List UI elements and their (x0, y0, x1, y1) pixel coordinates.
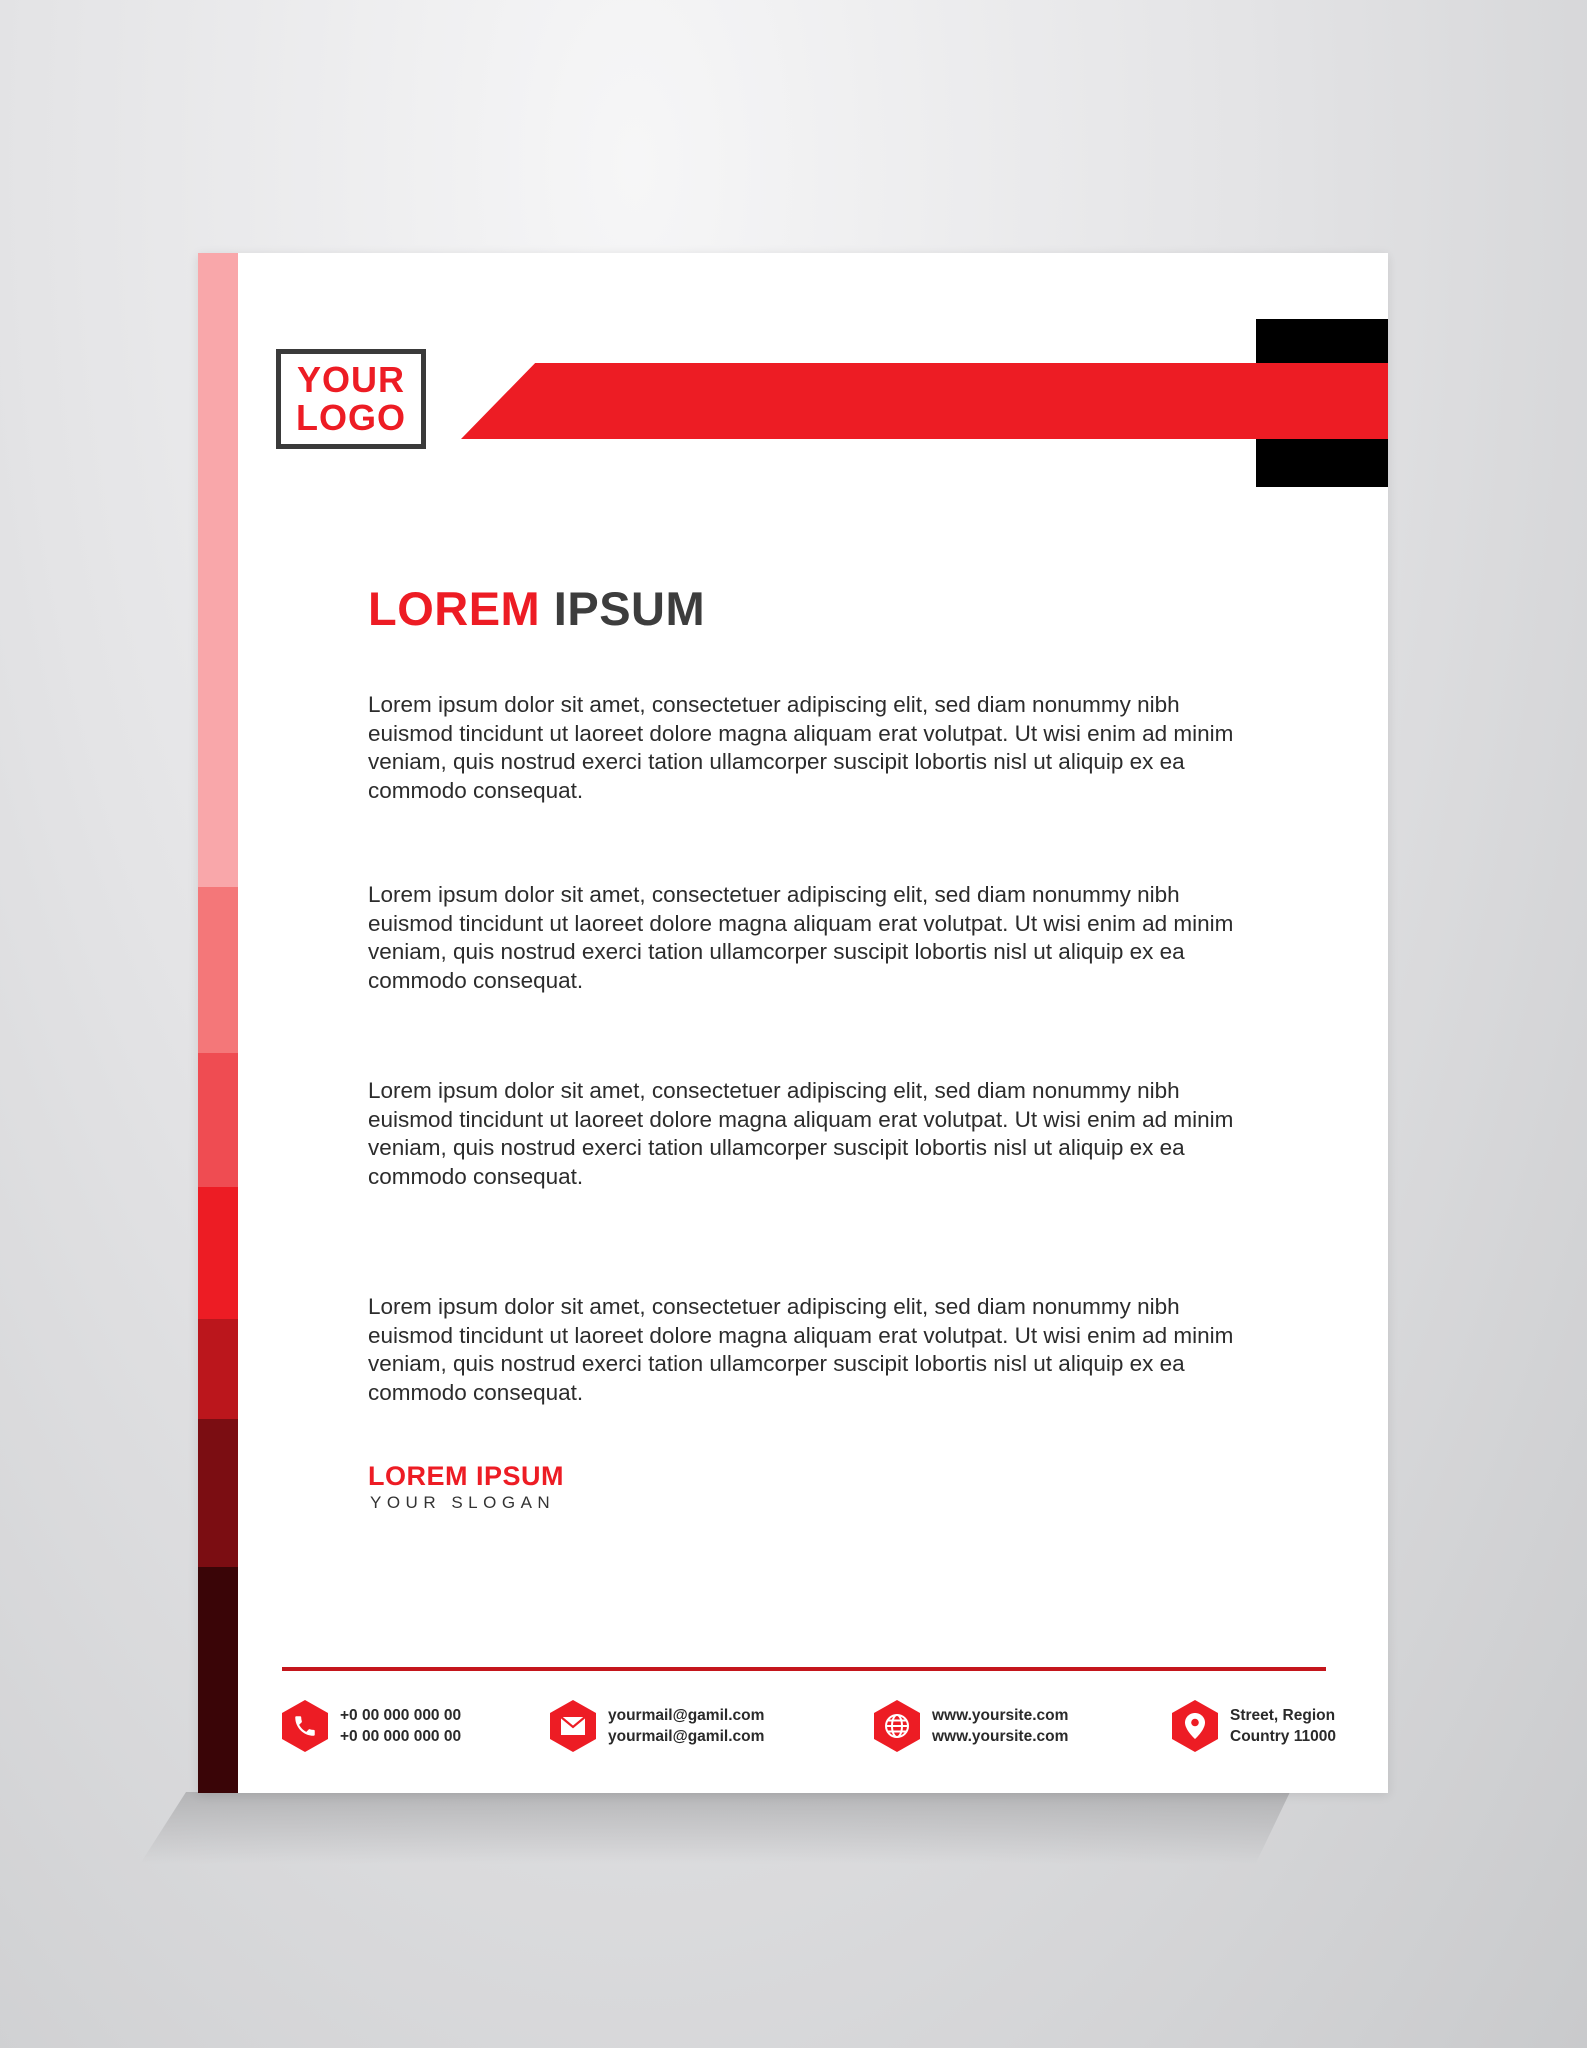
phone-line-1: +0 00 000 000 00 (340, 1707, 462, 1724)
signature-slogan: YOUR SLOGAN (370, 1493, 556, 1512)
footer-divider (282, 1667, 1326, 1671)
stripe-segment-1 (198, 253, 238, 887)
address-line-1: Street, Region (1230, 1707, 1336, 1724)
logo-line-1: YOUR (296, 359, 405, 400)
website-line-2: www.yoursite.com (932, 1728, 1069, 1745)
stripe-segment-3 (198, 1053, 238, 1187)
body-paragraph-3: Lorem ipsum dolor sit amet, consectetuer adipiscing elit, sed diam nonummy nibh euismod tincidunt ut laoreet dolore magna aliquam erat volutpat. Ut wisi enim ad minim veniam, quis nostrud exerci tation ullamcorper suscipit lobortis nisl ut aliquip ex ea commodo consequat. (368, 1078, 1234, 1189)
footer-phone (282, 1700, 461, 1752)
phone-icon (282, 1700, 328, 1752)
stripe-segment-6 (198, 1419, 238, 1567)
globe-icon (874, 1700, 920, 1752)
footer-email (550, 1700, 764, 1752)
page-shadow (140, 1792, 1290, 1864)
envelope-icon (550, 1700, 596, 1752)
stripe-segment-5 (198, 1319, 238, 1419)
stripe-segment-7 (198, 1567, 238, 1793)
logo-line-2: LOGO (296, 397, 406, 438)
title-part-dark: IPSUM (553, 582, 706, 635)
footer-address (1172, 1700, 1336, 1752)
stripe-segment-4 (198, 1187, 238, 1319)
header-red-banner (461, 363, 1388, 439)
phone-line-2: +0 00 000 000 00 (340, 1728, 462, 1745)
footer-website (874, 1700, 1068, 1752)
page-title (368, 581, 705, 636)
body-paragraph-2: Lorem ipsum dolor sit amet, consectetuer adipiscing elit, sed diam nonummy nibh euismod tincidunt ut laoreet dolore magna aliquam erat volutpat. Ut wisi enim ad minim veniam, quis nostrud exerci tation ullamcorper suscipit lobortis nisl ut aliquip ex ea commodo consequat. (368, 882, 1234, 993)
body-paragraph-4: Lorem ipsum dolor sit amet, consectetuer adipiscing elit, sed diam nonummy nibh euismod tincidunt ut laoreet dolore magna aliquam erat volutpat. Ut wisi enim ad minim veniam, quis nostrud exerci tation ullamcorper suscipit lobortis nisl ut aliquip ex ea commodo consequat. (368, 1294, 1234, 1405)
letterhead-page (198, 253, 1388, 1793)
stripe-segment-2 (198, 887, 238, 1053)
location-pin-icon (1172, 1700, 1218, 1752)
title-part-red: LOREM (368, 582, 541, 635)
address-line-2: Country 11000 (1230, 1728, 1336, 1745)
email-line-2: yourmail@gamil.com (608, 1728, 765, 1745)
logo-placeholder (276, 349, 426, 449)
body-paragraph-1: Lorem ipsum dolor sit amet, consectetuer adipiscing elit, sed diam nonummy nibh euismod tincidunt ut laoreet dolore magna aliquam erat volutpat. Ut wisi enim ad minim veniam, quis nostrud exerci tation ullamcorper suscipit lobortis nisl ut aliquip ex ea commodo consequat. (368, 692, 1234, 803)
signature-name: LOREM IPSUM (368, 1461, 565, 1491)
website-line-1: www.yoursite.com (932, 1707, 1069, 1724)
email-line-1: yourmail@gamil.com (608, 1707, 765, 1724)
